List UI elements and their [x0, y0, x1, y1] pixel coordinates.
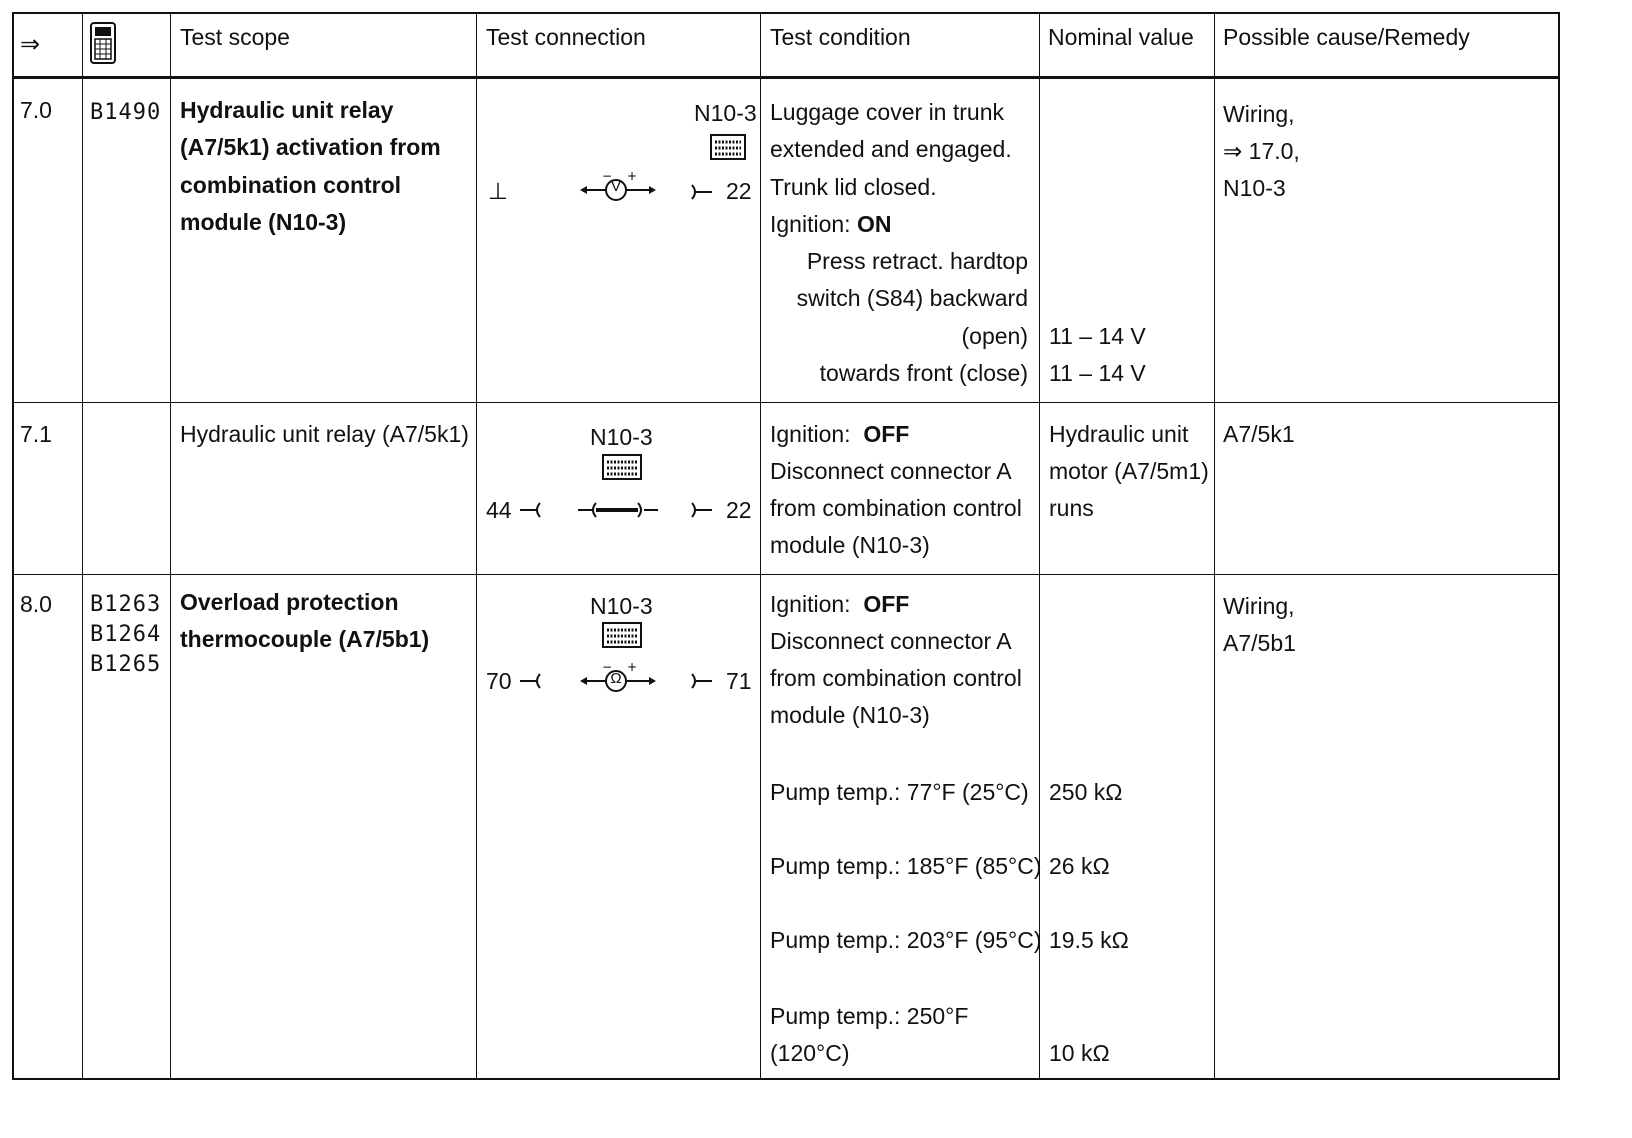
test-condition-line: Disconnect connector A: [770, 458, 1012, 484]
pin-number: 71: [726, 668, 752, 694]
pump-temp-value: 10 kΩ: [1049, 1040, 1110, 1066]
column-divider: [760, 14, 761, 1078]
column-divider: [82, 14, 83, 1078]
test-scope-line: (A7/5k1) activation from: [180, 134, 441, 160]
header-test-condition: Test condition: [770, 24, 911, 50]
fault-code: B1263: [90, 592, 162, 617]
header-divider: [14, 76, 1558, 79]
ground-pin: ⊥: [488, 178, 509, 204]
ignition-line: [770, 206, 891, 244]
pin-connector-icon: [690, 671, 714, 691]
pump-temp-condition: Pump temp.: 203°F (95°C): [770, 927, 1042, 953]
test-condition-line: (open): [961, 323, 1028, 349]
fault-code: B1490: [90, 100, 162, 125]
ignition-label: Ignition:: [770, 421, 851, 447]
pin-number: 22: [726, 178, 752, 204]
pin-connector-icon: [690, 182, 714, 202]
connector-module-label: N10-3: [694, 100, 757, 126]
nominal-value: runs: [1049, 495, 1094, 521]
test-condition-line: Luggage cover in trunk: [770, 99, 1004, 125]
nominal-value: 11 – 14 V: [1049, 360, 1146, 386]
ignition-line: [770, 416, 909, 454]
svg-text:−: −: [602, 660, 613, 674]
test-condition-line: module (N10-3): [770, 532, 930, 558]
ignition-label: Ignition:: [770, 591, 851, 617]
pin-connector-icon: [518, 500, 542, 520]
test-condition-line: switch (S84) backward: [796, 285, 1028, 311]
step-number: 8.0: [20, 591, 52, 617]
svg-text:−: −: [602, 169, 613, 183]
svg-text:+: +: [627, 660, 638, 674]
column-divider: [476, 14, 477, 1078]
test-condition-line: from combination control: [770, 665, 1022, 691]
column-divider: [1214, 14, 1215, 1078]
connector-module-icon: [710, 134, 746, 160]
test-condition-line: towards front (close): [819, 360, 1028, 386]
connector-module-icon: [602, 454, 642, 480]
test-condition-line: Trunk lid closed.: [770, 174, 937, 200]
jumper-wire-icon: [576, 498, 660, 522]
arrow-header: ⇒: [20, 31, 41, 58]
test-condition-line: Press retract. hardtop: [806, 248, 1028, 274]
test-scope-line: Hydraulic unit relay: [180, 97, 394, 123]
pump-temp-value: 26 kΩ: [1049, 853, 1110, 879]
pin-number: 70: [486, 668, 512, 694]
pin-number: 22: [726, 497, 752, 523]
column-divider: [1039, 14, 1040, 1078]
diagnostic-tester-icon: [90, 22, 116, 64]
connector-module-icon: [602, 622, 642, 648]
row-divider: [14, 402, 1558, 403]
pin-number: 44: [486, 497, 512, 523]
fault-code: B1264: [90, 622, 162, 647]
ignition-state: OFF: [863, 591, 910, 617]
cause-line: A7/5k1: [1223, 421, 1295, 447]
meter-symbol: Ω: [610, 670, 622, 687]
nominal-value: motor (A7/5m1): [1049, 458, 1209, 484]
test-condition-line: Disconnect connector A: [770, 628, 1012, 654]
cause-line: Wiring,: [1223, 101, 1295, 127]
pin-connector-icon: [518, 671, 542, 691]
header-test-connection: Test connection: [486, 24, 646, 50]
test-table: [12, 12, 1560, 1080]
connector-module-label: N10-3: [590, 593, 653, 619]
cause-line: ⇒ 17.0,: [1223, 138, 1300, 164]
nominal-value: 11 – 14 V: [1049, 323, 1146, 349]
pump-temp-value: 19.5 kΩ: [1049, 927, 1129, 953]
pump-temp-value: 250 kΩ: [1049, 779, 1123, 805]
header-possible-cause: Possible cause/Remedy: [1223, 24, 1470, 50]
pin-connector-icon: [690, 500, 714, 520]
ignition-state: OFF: [863, 421, 910, 447]
fault-code: B1265: [90, 652, 162, 677]
test-scope-line: Overload protection: [180, 589, 399, 615]
test-scope-line: thermocouple (A7/5b1): [180, 626, 430, 652]
test-condition-line: from combination control: [770, 495, 1022, 521]
step-number: 7.1: [20, 421, 52, 447]
svg-text:+: +: [627, 169, 638, 183]
cause-line: A7/5b1: [1223, 630, 1296, 656]
pump-temp-condition: (120°C): [770, 1040, 850, 1066]
ignition-state: ON: [856, 211, 892, 237]
header-test-scope: Test scope: [180, 24, 290, 50]
pump-temp-condition: Pump temp.: 77°F (25°C): [770, 779, 1029, 805]
step-number: 7.0: [20, 97, 52, 123]
pump-temp-condition: Pump temp.: 185°F (85°C): [770, 853, 1042, 879]
cause-line: N10-3: [1223, 175, 1286, 201]
meter-symbol: V: [610, 178, 621, 195]
column-divider: [170, 14, 171, 1078]
row-divider: [14, 574, 1558, 575]
nominal-value: Hydraulic unit: [1049, 421, 1189, 447]
connector-module-label: N10-3: [590, 424, 653, 450]
test-scope-line: Hydraulic unit relay (A7/5k1): [180, 421, 469, 447]
test-scope-line: combination control: [180, 172, 402, 198]
test-condition-line: extended and engaged.: [770, 136, 1012, 162]
pump-temp-condition: Pump temp.: 250°F: [770, 1003, 969, 1029]
test-condition-line: module (N10-3): [770, 702, 930, 728]
test-scope-line: module (N10-3): [180, 209, 347, 235]
ignition-label: Ignition:: [770, 211, 851, 237]
cause-line: Wiring,: [1223, 593, 1295, 619]
header-nominal-value: Nominal value: [1048, 24, 1194, 50]
ignition-line: [770, 586, 909, 624]
